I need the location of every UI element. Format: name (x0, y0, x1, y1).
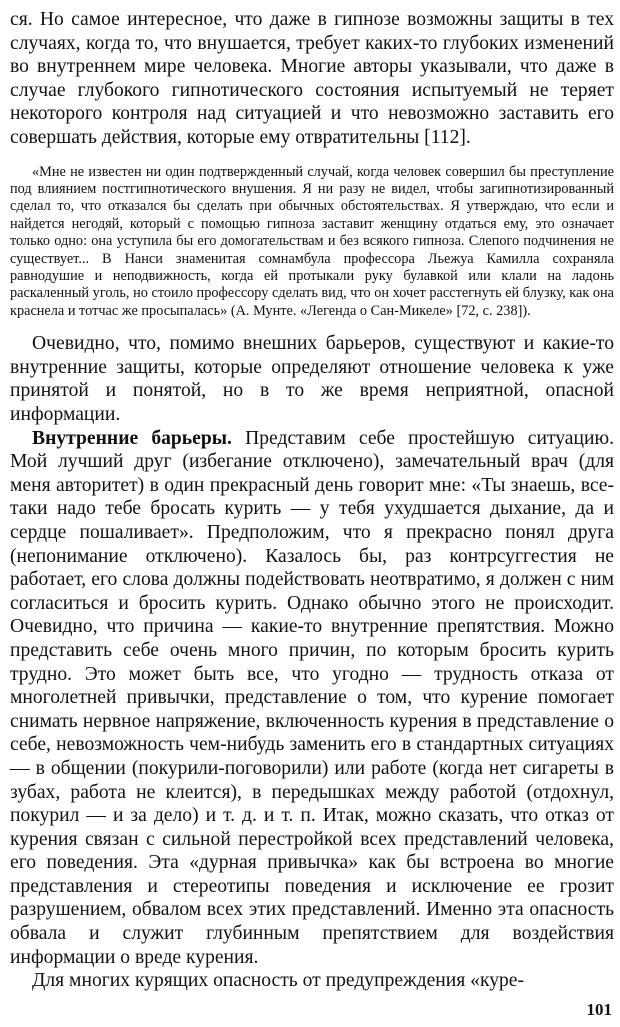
paragraph-3-text: Представим себе простейшую ситуацию. Мой лучший друг (избегание отключено), замечательный врач (для меня авторитет) в один прекрасный день говорит мне: «Ты знаешь, все-таки надо тебе бросать курить — у тебя ухудшается дыхание, да и сердце пошаливает». Предположим, что я прекрасно понял друга (непонимание отключено). Казалось бы, раз контрсуггестия не работает, его слова должны подействовать неотвратимо, я должен с ним согласиться и бросить курить. Однако обычно этого не происходит. Очевидно, что причина — какие-то внутренние препятствия. Можно представить себе очень много причин, по которым бросить курить трудно. Это может быть все, что угодно — трудность отказа от многолетней привычки, представление о том, что курение помогает снимать нервное напряжение, включенность курения в представление о себе, невозможность чем-нибудь заменить его в стандартных ситуациях — в общении (покурили-поговорили) или работе (когда нет сигареты в зубах, работа не клеится), в передышках между работой (отдохнул, покурил — и за дело) и т. д. и т. п. Итак, можно сказать, что отказ от курения связан с сильной перестройкой всех представлений человека, его поведения. Эта «дурная привычка» как бы встроена во многие представления и стереотипы поведения и исключение ее грозит разрушением, обвалом всех этих представлений. Именно эта опасность обвала и служит глубинным препятствием для воздействия информации о вреде курения. (10, 427, 614, 968)
paragraph-3 (10, 427, 614, 970)
book-page (10, 8, 614, 993)
paragraph-2: Очевидно, что, помимо внешних барьеров, существуют и какие-то внутренние защиты, которые определяют отношение человека к уже принятой и понятой, но в то же время неприятной, опасной информации. (10, 333, 614, 425)
section-heading-inline: Внутренние барьеры. (32, 427, 232, 449)
block-quote: «Мне не известен ни один подтвержденный случай, когда человек совершил бы преступление под влиянием постгипнотического внушения. Я ни разу не видел, чтобы загипнотизированный сделал то, что отказался бы сделать при обычных обстоятельствах. Я утверждаю, что если и найдется негодяй, который с помощью гипноза заставит женщину отдаться ему, это означает только одно: она уступила бы его домогательствам и без всякого гипноза. Слепого подчинения не существует... В Нанси знаменитая сомнамбула профессора Льежуа Камилла сохраняла равнодушие и неподвижность, когда ей протыкали руку булавкой или клали на ладонь раскаленный уголь, но стоило профессору сделать вид, что он хочет расстегнуть ей блузку, как она краснела и тотчас же просыпалась» (А. Мунте. «Легенда о Сан-Микеле» [72, с. 238]). (10, 163, 614, 319)
paragraph-4: Для многих курящих опасность от предупреждения «куре- (32, 970, 525, 992)
paragraph-1: ся. Но самое интересное, что даже в гипнозе возможны защиты в тех случаях, когда то, что внушается, требует каких-то глубоких изменений во внутреннем мире человека. Многие авторы указывали, что даже в случае глубокого гипнотического состояния испытуемый не теряет некоторого контроля над ситуацией и что невозможно заставить его совершать действия, которые ему отвратительны [112]. (10, 9, 614, 148)
page-number: 101 (586, 1000, 612, 1019)
